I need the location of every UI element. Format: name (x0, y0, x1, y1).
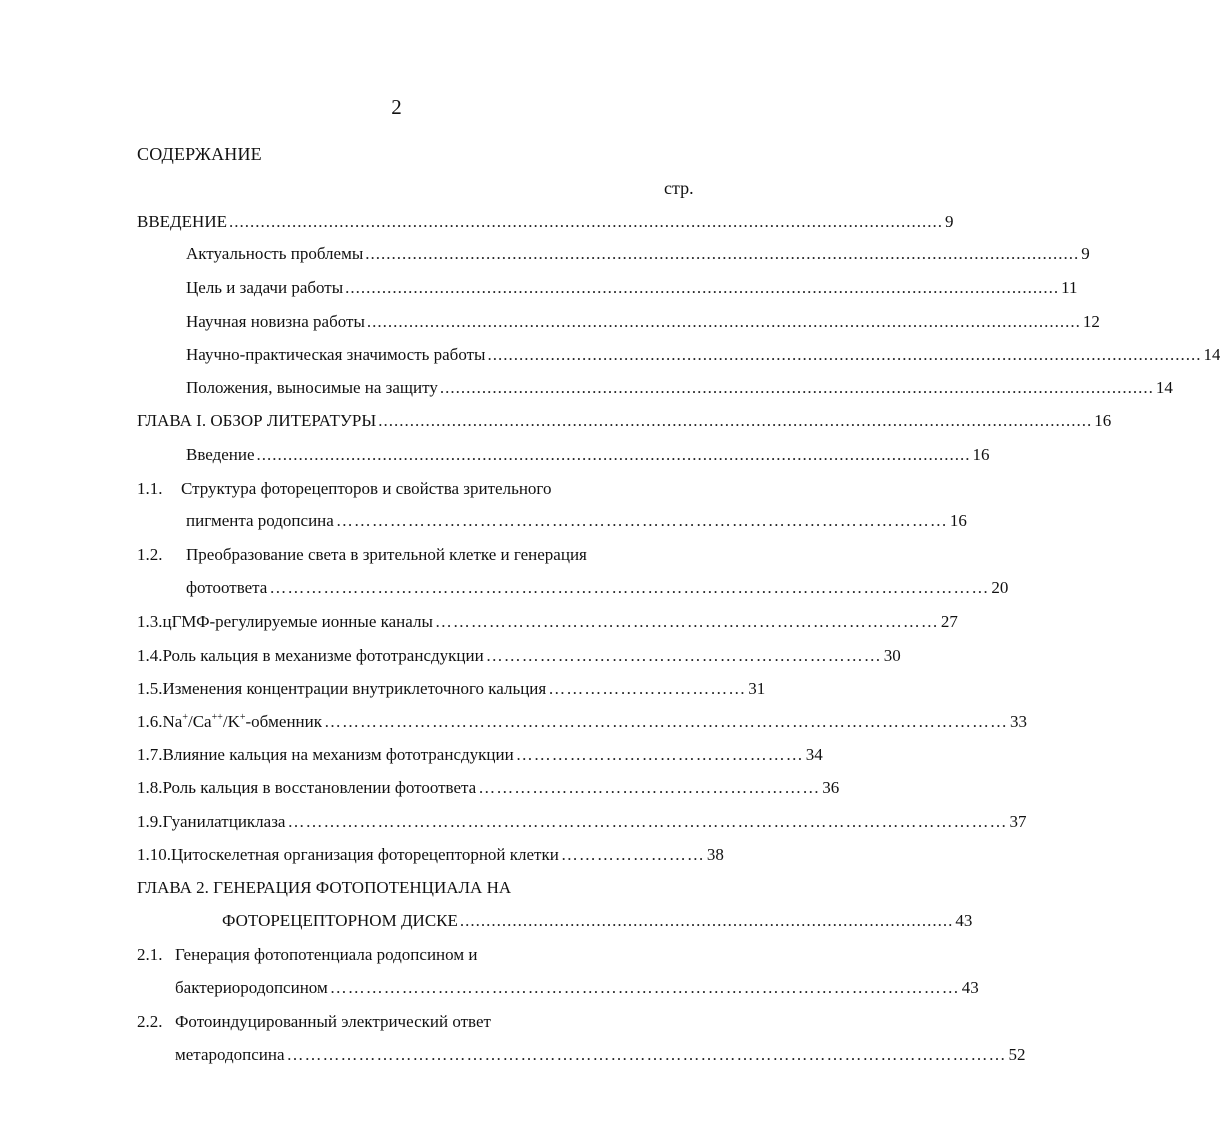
toc-entry (137, 876, 511, 900)
toc-entry-number: 1.9. (137, 812, 163, 831)
toc-entry-number: 1.10. (137, 845, 171, 864)
toc-entry-text: Цель и задачи работы (186, 278, 344, 297)
toc-entry-page: 27 (940, 612, 958, 631)
toc-leader-dots: ........................................................................................................................................ (345, 278, 1060, 297)
toc-entry-text: фотоответа (186, 578, 268, 597)
toc-entry (137, 710, 1027, 734)
toc-entry-page: 30 (883, 646, 901, 665)
toc-entry-text: Научно-практическая значимость работы (186, 345, 486, 364)
toc-leader-dots: .............................................................................................. (459, 911, 954, 930)
toc-entry-text: Роль кальция в механизме фототрансдукции (162, 646, 484, 665)
toc-entry (222, 909, 973, 933)
toc-leader-dots: ........................................................................................................................................ (256, 445, 971, 464)
toc-leader-dots: ………………………………………………………………………………………………………… (269, 578, 990, 597)
toc-leader-dots: …………………………………………………………………………………………………… (324, 712, 1008, 731)
toc-entry (186, 443, 990, 467)
page-title: СОДЕРЖАНИЕ (137, 144, 262, 164)
toc-entry-number: 2.2. (137, 1012, 163, 1031)
toc-entry-text: Положения, выносимые на защиту (186, 378, 438, 397)
toc-entry-text: Введение (186, 445, 255, 464)
toc-entry (186, 276, 1078, 300)
toc-entry (137, 776, 840, 800)
toc-leader-dots: …………………………………………………………………………………………… (329, 978, 960, 997)
toc-entry-text: Преобразование света в зрительной клетке и генерация (186, 545, 587, 564)
toc-entry (137, 610, 958, 634)
toc-entry-text: Na+/Ca++/K+-обменник (162, 712, 322, 731)
toc-entry (137, 743, 823, 767)
toc-leader-dots: ………………………………………………………………………………………… (335, 511, 948, 530)
toc-entry-number: 1.1. (137, 479, 163, 498)
toc-entry (186, 343, 1220, 367)
toc-entry (137, 810, 1027, 834)
toc-entry (186, 310, 1100, 334)
toc-leader-dots: ........................................................................................................................................ (228, 212, 943, 231)
toc-leader-dots: ........................................................................................................................................ (366, 312, 1081, 331)
toc-entry-page: 31 (748, 679, 766, 698)
toc-leader-dots: ………………………………………………………………………………………………………… (286, 1045, 1007, 1064)
toc-entry-text: Структура фоторецепторов и свойства зрительного (181, 479, 552, 498)
toc-entry-text: Цитоскелетная организация фоторецепторной клетки (171, 845, 559, 864)
toc-entry-page: 14 (1203, 345, 1220, 364)
toc-entry-page: 36 (822, 778, 840, 797)
toc-entry-text: Гуанилатциклаза (162, 812, 286, 831)
toc-entry-text: ФОТОРЕЦЕПТОРНОМ ДИСКЕ (222, 911, 458, 930)
toc-entry (186, 576, 1009, 600)
toc-entry (137, 843, 724, 867)
toc-leader-dots: ………………………………………………………………………… (434, 612, 939, 631)
toc-leader-dots: ........................................................................................................................................ (439, 378, 1154, 397)
toc-entry-page: 9 (1081, 244, 1090, 263)
toc-entry-page: 11 (1061, 278, 1078, 297)
toc-entry-number: 1.2. (137, 545, 163, 564)
toc-entry-page: 16 (972, 445, 990, 464)
toc-entry (137, 1010, 491, 1034)
toc-entry (186, 376, 1173, 400)
toc-entry-text: Изменения концентрации внутриклеточного кальция (162, 679, 547, 698)
toc-entry (137, 409, 1112, 433)
toc-entry-page: 52 (1008, 1045, 1026, 1064)
page-column-label: стр. (664, 178, 694, 198)
toc-entry-text: ВВЕДЕНИЕ (137, 212, 227, 231)
toc-entry-text: Научная новизна работы (186, 312, 365, 331)
toc-entry (137, 677, 766, 701)
toc-entry-number: 1.4. (137, 646, 163, 665)
toc-leader-dots: ………………………………………………… (478, 778, 821, 797)
toc-entry-text: цГМФ-регулируемые ионные каналы (162, 612, 433, 631)
toc-entry-number: 1.7. (137, 745, 163, 764)
toc-entry-page: 20 (991, 578, 1009, 597)
page-number: 2 (391, 95, 402, 119)
toc-entry (175, 1043, 1026, 1067)
toc-entry-text: пигмента родопсина (186, 511, 334, 530)
toc-entry-page: 12 (1082, 312, 1100, 331)
toc-entry-text: Генерация фотопотенциала родопсином и (175, 945, 478, 964)
toc-entry-text: Фотоиндуцированный электрический ответ (175, 1012, 491, 1031)
toc-entry-page: 33 (1010, 712, 1027, 731)
toc-entry-page: 43 (961, 978, 979, 997)
toc-entry-text: ГЛАВА I. ОБЗОР ЛИТЕРАТУРЫ (137, 411, 377, 430)
toc-entry-page: 14 (1155, 378, 1173, 397)
toc-entry (137, 210, 954, 234)
toc-leader-dots: ........................................................................................................................................ (487, 345, 1202, 364)
toc-entry-number: 1.8. (137, 778, 163, 797)
toc-leader-dots: ........................................................................................................................................ (365, 244, 1080, 263)
toc-entry-text: бактериородопсином (175, 978, 328, 997)
toc-entry (137, 477, 551, 501)
toc-leader-dots: ………………………………………………………………………………………………………… (287, 812, 1008, 831)
toc-entry (186, 509, 967, 533)
toc-entry (175, 976, 979, 1000)
toc-leader-dots: …………………… (560, 845, 705, 864)
toc-entry-text: ГЛАВА 2. ГЕНЕРАЦИЯ ФОТОПОТЕНЦИАЛА НА (137, 878, 512, 897)
toc-entry-page: 9 (944, 212, 954, 231)
toc-entry-number: 1.6. (137, 712, 163, 731)
toc-entry-text: Актуальность проблемы (186, 244, 364, 263)
toc-entry-text: Роль кальция в восстановлении фотоответа (162, 778, 477, 797)
toc-entry (186, 242, 1090, 266)
toc-entry-page: 16 (1094, 411, 1112, 430)
toc-entry-number: 1.3. (137, 612, 163, 631)
toc-leader-dots: ………………………………………… (515, 745, 804, 764)
toc-leader-dots: …………………………… (548, 679, 747, 698)
toc-leader-dots: ………………………………………………………… (485, 646, 882, 665)
toc-leader-dots: ........................................................................................................................................ (378, 411, 1093, 430)
toc-entry-number: 2.1. (137, 945, 163, 964)
toc-entry (137, 644, 901, 668)
toc-entry (137, 543, 587, 567)
toc-entry-text: Влияние кальция на механизм фототрансдукции (162, 745, 514, 764)
toc-entry-page: 37 (1009, 812, 1027, 831)
toc-entry-number: 1.5. (137, 679, 163, 698)
toc-entry-text: метародопсина (175, 1045, 285, 1064)
toc-entry-page: 34 (805, 745, 823, 764)
toc-entry (137, 943, 477, 967)
toc-entry-page: 43 (955, 911, 973, 930)
toc-entry-page: 16 (949, 511, 967, 530)
toc-entry-page: 38 (706, 845, 724, 864)
